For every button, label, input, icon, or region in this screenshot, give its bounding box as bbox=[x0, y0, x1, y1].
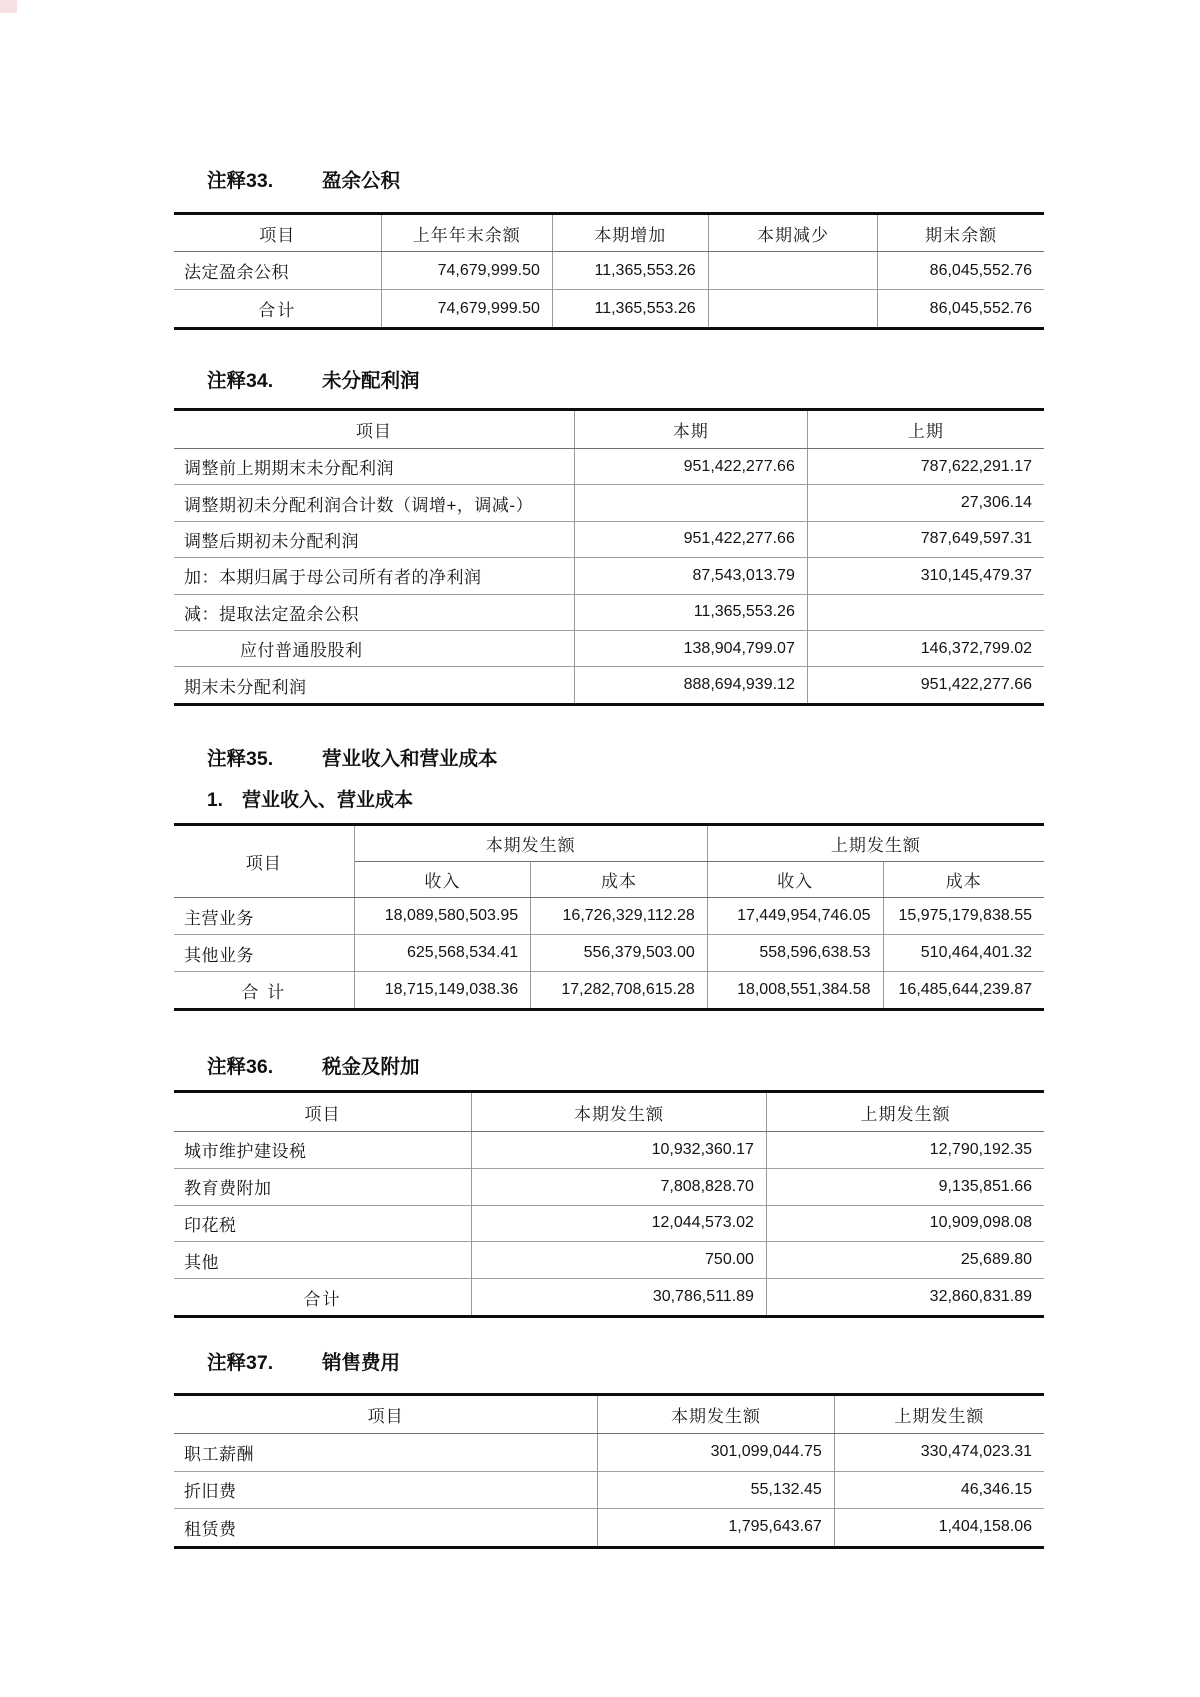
cell-value: 10,909,098.08 bbox=[766, 1205, 1044, 1242]
header-row bbox=[174, 1092, 1044, 1132]
row-label: 合计 bbox=[174, 1279, 472, 1317]
row-label: 其他 bbox=[174, 1242, 472, 1279]
note-33-section bbox=[174, 168, 1044, 330]
cell-value: 310,145,479.37 bbox=[807, 558, 1044, 594]
cell-value: 74,679,999.50 bbox=[381, 290, 552, 329]
column-header: 项目 bbox=[174, 825, 354, 898]
row-label: 调整期初未分配利润合计数（调增+，调减-） bbox=[174, 485, 574, 521]
financial-table bbox=[174, 823, 1044, 1011]
note-number: 注释36. bbox=[207, 1056, 274, 1078]
row-label: 法定盈余公积 bbox=[174, 252, 381, 290]
row-label: 调整前上期期末未分配利润 bbox=[174, 449, 574, 485]
cell-value: 1,404,158.06 bbox=[834, 1509, 1044, 1548]
table-row bbox=[174, 1434, 1044, 1472]
financial-table bbox=[174, 1393, 1044, 1549]
subsection-title: 营业收入、营业成本 bbox=[242, 790, 414, 811]
cell-value: 46,346.15 bbox=[834, 1471, 1044, 1509]
column-header: 成本 bbox=[531, 862, 708, 898]
column-header: 收入 bbox=[354, 862, 531, 898]
row-label: 教育费附加 bbox=[174, 1168, 472, 1205]
cell-value: 15,975,179,838.55 bbox=[898, 907, 1032, 924]
financial-table bbox=[174, 1090, 1044, 1318]
table-row bbox=[174, 1279, 1044, 1317]
cell-value: 25,689.80 bbox=[766, 1242, 1044, 1279]
note-35-heading bbox=[174, 746, 1044, 772]
cell-value: 510,464,401.32 bbox=[883, 935, 1044, 972]
cell-value: 11,365,553.26 bbox=[552, 290, 708, 329]
column-header: 本期发生额 bbox=[472, 1092, 767, 1132]
note-title: 盈余公积 bbox=[322, 170, 401, 192]
cell-value: 27,306.14 bbox=[807, 485, 1044, 521]
table-row bbox=[174, 558, 1044, 594]
note-title: 营业收入和营业成本 bbox=[322, 748, 498, 770]
cell-value: 10,932,360.17 bbox=[472, 1132, 767, 1169]
row-label: 应付普通股股利 bbox=[174, 630, 574, 666]
cell-value: 951,422,277.66 bbox=[574, 449, 807, 485]
note-35-section bbox=[174, 746, 1044, 1011]
selling-expenses-table bbox=[174, 1393, 1044, 1549]
row-label: 减：提取法定盈余公积 bbox=[174, 594, 574, 630]
column-header: 项目 bbox=[174, 1395, 598, 1434]
row-label: 合 计 bbox=[174, 972, 354, 1010]
cell-value: 146,372,799.02 bbox=[807, 630, 1044, 666]
cell-value: 951,422,277.66 bbox=[574, 521, 807, 557]
table-row bbox=[174, 449, 1044, 485]
cell-value: 74,679,999.50 bbox=[381, 252, 552, 290]
table-row bbox=[174, 1471, 1044, 1509]
note-number: 注释37. bbox=[207, 1352, 274, 1374]
cell-value: 18,715,149,038.36 bbox=[354, 972, 531, 1010]
column-header: 本期发生额 bbox=[354, 825, 707, 862]
header-row bbox=[174, 1395, 1044, 1434]
financial-table bbox=[174, 408, 1044, 706]
row-label: 租赁费 bbox=[174, 1509, 598, 1548]
surplus-reserve-table bbox=[174, 212, 1044, 330]
note-number: 注释33. bbox=[207, 170, 274, 192]
table-row bbox=[174, 290, 1044, 329]
note-36-section bbox=[174, 1054, 1044, 1318]
note-number: 注释35. bbox=[207, 748, 274, 770]
cell-value: 11,365,553.26 bbox=[552, 252, 708, 290]
note-number: 注释34. bbox=[207, 370, 274, 392]
cell-value: 18,008,551,384.58 bbox=[707, 972, 883, 1010]
table-row bbox=[174, 1242, 1044, 1279]
cell-value: 16,726,329,112.28 bbox=[531, 898, 708, 935]
row-label: 主营业务 bbox=[174, 898, 354, 935]
row-label: 印花税 bbox=[174, 1205, 472, 1242]
table-row bbox=[174, 667, 1044, 704]
note-36-heading bbox=[174, 1054, 1044, 1080]
cell-value: 30,786,511.89 bbox=[472, 1279, 767, 1317]
row-label: 职工薪酬 bbox=[174, 1434, 598, 1472]
column-header: 本期减少 bbox=[708, 214, 878, 252]
column-header: 上期发生额 bbox=[707, 825, 1044, 862]
taxes-surcharges-table bbox=[174, 1090, 1044, 1318]
column-header: 项目 bbox=[174, 214, 381, 252]
cell-value: 750.00 bbox=[472, 1242, 767, 1279]
note-37-heading bbox=[174, 1350, 1044, 1376]
column-header: 本期发生额 bbox=[598, 1395, 835, 1434]
row-label: 折旧费 bbox=[174, 1471, 598, 1509]
cell-value bbox=[807, 594, 1044, 630]
row-label: 城市维护建设税 bbox=[174, 1132, 472, 1169]
table-row bbox=[174, 252, 1044, 290]
row-label: 加：本期归属于母公司所有者的净利润 bbox=[174, 558, 574, 594]
cell-value: 11,365,553.26 bbox=[574, 594, 807, 630]
cell-value: 951,422,277.66 bbox=[807, 667, 1044, 704]
header-row bbox=[174, 214, 1044, 252]
cell-value: 12,044,573.02 bbox=[472, 1205, 767, 1242]
header-row bbox=[174, 825, 1044, 862]
table-row bbox=[174, 630, 1044, 666]
table-row bbox=[174, 1509, 1044, 1548]
column-header: 上年年末余额 bbox=[381, 214, 552, 252]
note-title: 未分配利润 bbox=[322, 370, 420, 392]
table-row bbox=[174, 898, 1044, 935]
row-label: 其他业务 bbox=[174, 935, 354, 972]
cell-value: 1,795,643.67 bbox=[598, 1509, 835, 1548]
column-header: 本期 bbox=[574, 410, 807, 449]
column-header: 项目 bbox=[174, 1092, 472, 1132]
note-title: 税金及附加 bbox=[322, 1056, 420, 1078]
cell-value: 55,132.45 bbox=[598, 1471, 835, 1509]
table-row bbox=[174, 521, 1044, 557]
cell-value: 87,543,013.79 bbox=[574, 558, 807, 594]
column-header: 上期发生额 bbox=[834, 1395, 1044, 1434]
note-37-section bbox=[174, 1350, 1044, 1549]
column-header: 上期发生额 bbox=[766, 1092, 1044, 1132]
cell-value: 556,379,503.00 bbox=[531, 935, 708, 972]
undistributed-profit-table bbox=[174, 408, 1044, 706]
revenue-cost-table bbox=[174, 823, 1044, 1011]
header-row bbox=[174, 410, 1044, 449]
column-header: 项目 bbox=[174, 410, 574, 449]
cell-value bbox=[708, 290, 878, 329]
row-label: 期末未分配利润 bbox=[174, 667, 574, 704]
financial-table bbox=[174, 212, 1044, 330]
table-row bbox=[174, 935, 1044, 972]
column-header: 本期增加 bbox=[552, 214, 708, 252]
scan-corner-artifact bbox=[0, 0, 17, 13]
column-header: 上期 bbox=[807, 410, 1044, 449]
cell-value: 625,568,534.41 bbox=[354, 935, 531, 972]
cell-value: 86,045,552.76 bbox=[878, 290, 1044, 329]
column-header: 成本 bbox=[883, 862, 1044, 898]
cell-value: 138,904,799.07 bbox=[574, 630, 807, 666]
subsection-number: 1. bbox=[207, 790, 223, 811]
cell-value: 18,089,580,503.95 bbox=[354, 898, 531, 935]
cell-value: 9,135,851.66 bbox=[766, 1168, 1044, 1205]
cell-value: 12,790,192.35 bbox=[929, 1140, 1032, 1158]
table-row bbox=[174, 485, 1044, 521]
row-label: 合计 bbox=[174, 290, 381, 329]
table-row bbox=[174, 972, 1044, 1010]
cell-value: 86,045,552.76 bbox=[929, 261, 1032, 279]
note-34-section bbox=[174, 368, 1044, 706]
table-row bbox=[174, 1168, 1044, 1205]
note-title: 销售费用 bbox=[322, 1352, 401, 1374]
cell-value: 7,808,828.70 bbox=[472, 1168, 767, 1205]
cell-value bbox=[708, 252, 878, 290]
column-header: 收入 bbox=[707, 862, 883, 898]
cell-value: 17,449,954,746.05 bbox=[707, 898, 883, 935]
cell-value: 787,622,291.17 bbox=[920, 457, 1032, 475]
cell-value: 558,596,638.53 bbox=[707, 935, 883, 972]
note-35-subsection-heading bbox=[174, 788, 1044, 814]
column-header: 期末余额 bbox=[878, 214, 1044, 252]
note-34-heading bbox=[174, 368, 1044, 394]
cell-value: 32,860,831.89 bbox=[766, 1279, 1044, 1317]
table-row bbox=[174, 594, 1044, 630]
cell-value bbox=[574, 485, 807, 521]
row-label: 调整后期初未分配利润 bbox=[174, 521, 574, 557]
cell-value: 787,649,597.31 bbox=[807, 521, 1044, 557]
cell-value: 16,485,644,239.87 bbox=[883, 972, 1044, 1010]
table-row bbox=[174, 1132, 1044, 1169]
cell-value: 330,474,023.31 bbox=[920, 1443, 1032, 1461]
cell-value: 301,099,044.75 bbox=[598, 1434, 835, 1472]
note-33-heading bbox=[174, 168, 1044, 194]
cell-value: 888,694,939.12 bbox=[574, 667, 807, 704]
table-row bbox=[174, 1205, 1044, 1242]
cell-value: 17,282,708,615.28 bbox=[531, 972, 708, 1010]
